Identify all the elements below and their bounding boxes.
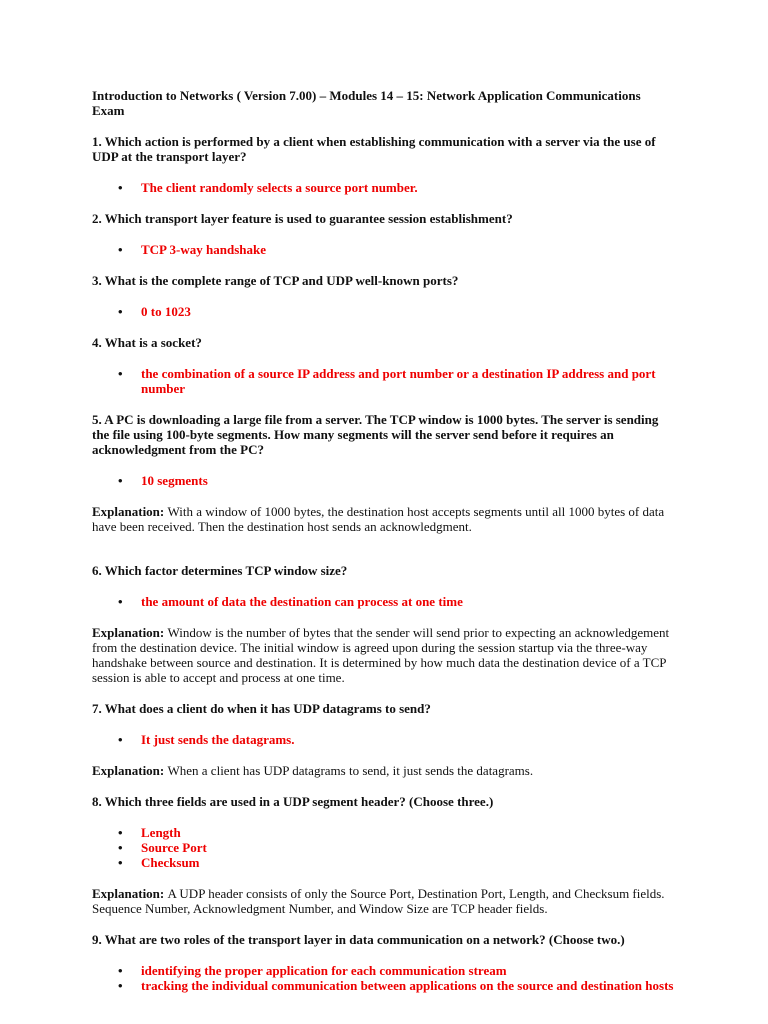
question-block [92,701,676,778]
question-text: 3. What is the complete range of TCP and UDP well-known ports? [92,273,459,288]
answer-item: • 10 segments [141,473,676,488]
answer-list [92,825,676,870]
document-title: Introduction to Networks ( Version 7.00) – Modules 14 – 15: Network Application Communications Exam [92,88,641,118]
question-block [92,794,676,916]
question-text: 8. Which three fields are used in a UDP segment header? (Choose three.) [92,794,494,809]
explanation-text: With a window of 1000 bytes, the destination host accepts segments until all 1000 bytes of data have been received. Then the destination host sends an acknowledgment. [92,504,665,534]
explanation-paragraph [92,504,676,534]
answer-item: • identifying the proper application for each communication stream [141,963,676,978]
explanation-text: Window is the number of bytes that the sender will send prior to expecting an acknowledgement from the destination device. The initial window is agreed upon during the session startup via the three-way handshake between source and destination. It is determined by how much data the destination device of a TCP session is able to accept and process at one time. [92,625,670,685]
question-text: 2. Which transport layer feature is used to guarantee session establishment? [92,211,513,226]
question-block [92,211,676,257]
question-text: 6. Which factor determines TCP window size? [92,563,348,578]
answer-item: • tracking the individual communication between applications on the source and destination hosts [141,978,676,993]
question-block [92,335,676,396]
explanation-label: Explanation: [92,886,168,901]
question-block [92,412,676,534]
answer-list [92,473,676,488]
answer-item: • the amount of data the destination can process at one time [141,594,676,609]
answer-list [92,180,676,195]
answer-list [92,366,676,396]
question-block [92,273,676,319]
explanation-label: Explanation: [92,504,168,519]
answer-list [92,242,676,257]
answer-list [92,963,676,993]
explanation-label: Explanation: [92,763,168,778]
question-block [92,134,676,195]
explanation-label: Explanation: [92,625,168,640]
explanation-paragraph [92,763,676,778]
explanation-paragraph [92,625,676,685]
answer-list [92,304,676,319]
question-block [92,563,676,685]
answer-item: • The client randomly selects a source port number. [141,180,676,195]
answer-list [92,732,676,747]
question-text: 4. What is a socket? [92,335,202,350]
question-list [92,134,676,993]
question-block [92,932,676,993]
question-text: 7. What does a client do when it has UDP datagrams to send? [92,701,431,716]
answer-list [92,594,676,609]
question-text: 9. What are two roles of the transport layer in data communication on a network? (Choose two.) [92,932,625,947]
answer-item: • 0 to 1023 [141,304,676,319]
question-text: 5. A PC is downloading a large file from a server. The TCP window is 1000 bytes. The server is sending the file using 100-byte segments. How many segments will the server send before it requires an acknowledgment from the PC? [92,412,659,457]
answer-item: • Source Port [141,840,676,855]
answer-item: • It just sends the datagrams. [141,732,676,747]
explanation-paragraph [92,886,676,916]
answer-item: • the combination of a source IP address and port number or a destination IP address and port number [141,366,676,396]
explanation-text: A UDP header consists of only the Source Port, Destination Port, Length, and Checksum fields. Sequence Number, Acknowledgment Number, and Window Size are TCP header fields. [92,886,665,916]
answer-item: • Length [141,825,676,840]
explanation-text: When a client has UDP datagrams to send, it just sends the datagrams. [167,763,534,778]
question-text: 1. Which action is performed by a client when establishing communication with a server via the use of UDP at the transport layer? [92,134,656,164]
answer-item: • Checksum [141,855,676,870]
answer-item: • TCP 3-way handshake [141,242,676,257]
